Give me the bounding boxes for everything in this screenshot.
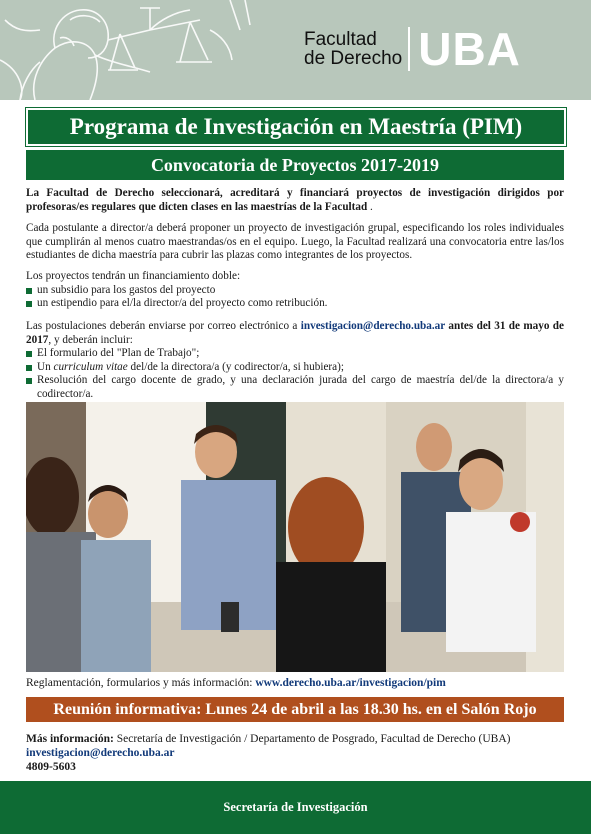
- requirement-text-prefix: Un: [37, 360, 54, 373]
- justice-illustration: [0, 0, 300, 100]
- applicant-text: Cada postulante a director/a deberá proponer un proyecto de investigación grupal, especificando los roles individuales que cumplirán al menos cuatro maestrandas/os en el equipo. Luego, la Facultad realizará una convocatoria entre las/los estudiantes de dicha maestría para cubrir las plazas como integrantes de los proyectos.: [26, 222, 564, 262]
- requirement-item: [26, 347, 564, 361]
- postulation-email-link[interactable]: investigacion@derecho.uba.ar: [300, 320, 446, 332]
- requirement-text: El formulario del "Plan de Trabajo";: [37, 347, 200, 360]
- bullet-square-icon: [26, 378, 32, 384]
- requirement-text: Resolución del cargo docente de grado, y una declaración jurada del cargo de maestría del/de la directora/a y codirector/a.: [37, 374, 564, 400]
- financing-list: [26, 284, 564, 311]
- bullet-square-icon: [26, 365, 32, 371]
- intro-paragraph: [26, 187, 564, 214]
- faculty-name-line2: de Derecho: [304, 48, 403, 69]
- requirement-text-italic: curriculum vitae: [53, 360, 128, 373]
- postulation-deadline: antes del 31 de mayo de 2017: [26, 320, 564, 346]
- faculty-logo: [304, 22, 521, 76]
- postulation-prefix: Las postulaciones deberán enviarse por correo electrónico a: [26, 320, 301, 332]
- contact-text: Secretaría de Investigación / Departamento de Posgrado, Facultad de Derecho (UBA): [113, 733, 511, 745]
- bullet-square-icon: [26, 301, 32, 307]
- intro-end: .: [367, 200, 373, 213]
- financing-item: [26, 297, 564, 311]
- group-photo: [26, 402, 564, 672]
- contact-label: Más información:: [26, 733, 114, 745]
- requirement-item: [26, 361, 564, 375]
- faculty-name: [304, 30, 402, 68]
- call-subtitle-banner: [26, 150, 564, 180]
- meeting-banner: [26, 697, 564, 722]
- bullet-square-icon: [26, 351, 32, 357]
- contact-line: [26, 732, 510, 746]
- regulation-url-link[interactable]: www.derecho.uba.ar/investigacion/pim: [255, 677, 446, 689]
- applicant-paragraph: [26, 222, 564, 263]
- program-title-banner: [26, 108, 566, 146]
- group-photo-illustration: [26, 402, 564, 672]
- faculty-name-line1: Facultad: [304, 29, 377, 50]
- contact-info: [26, 732, 510, 774]
- financing-heading: Los proyectos tendrán un financiamiento doble:: [26, 270, 241, 282]
- postulation-intro: [26, 320, 564, 347]
- requirement-text-suffix: del/de la directora/a (y codirector/a, si hubiera);: [127, 360, 344, 373]
- requirement-item: [26, 374, 564, 401]
- postulation-suffix: , y deberán incluir:: [48, 333, 133, 346]
- financing-item: [26, 284, 564, 298]
- financing-item-text: un estipendio para el/la director/a del proyecto como retribución.: [37, 297, 328, 310]
- regulation-text: Reglamentación, formularios y más información:: [26, 677, 256, 689]
- requirements-list: [26, 347, 564, 401]
- header-banner: [0, 0, 591, 100]
- footer-text: Secretaría de Investigación: [223, 800, 368, 814]
- contact-email-link[interactable]: investigacion@derecho.uba.ar: [26, 747, 175, 759]
- intro-text: La Facultad de Derecho seleccionará, acreditará y financiará proyectos de investigación dirigidos por profesoras/es regulares que dicten clases en las maestrías de la Facultad: [26, 187, 564, 213]
- postulation-section: [26, 320, 564, 402]
- meeting-text: Reunión informativa: Lunes 24 de abril a las 18.30 hs. en el Salón Rojo: [53, 700, 537, 718]
- regulation-line: [26, 677, 446, 689]
- contact-phone: 4809-5603: [26, 761, 76, 773]
- uba-logo-text: UBA: [418, 23, 521, 75]
- call-subtitle: Convocatoria de Proyectos 2017-2019: [150, 154, 440, 175]
- bullet-square-icon: [26, 288, 32, 294]
- program-title: Programa de Investigación en Maestría (PIM): [69, 114, 523, 139]
- financing-section: [26, 270, 564, 311]
- footer-banner: [0, 781, 591, 834]
- financing-item-text: un subsidio para los gastos del proyecto: [37, 283, 216, 296]
- logo-divider: [408, 27, 410, 71]
